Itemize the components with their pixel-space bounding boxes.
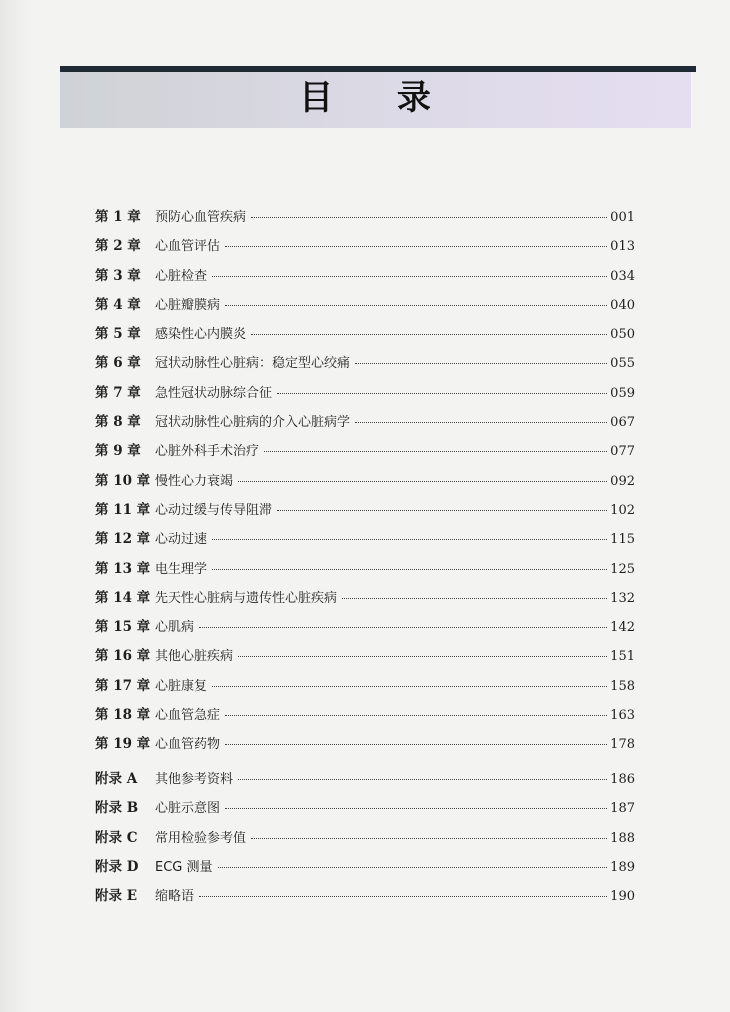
toc-chapter-entry-label: 第 8 章 [95, 414, 141, 431]
toc-chapter-entry-label: 第 2 章 [95, 238, 141, 255]
toc-appendix-entry-page-number: 190 [610, 889, 635, 905]
toc-chapter-entry-page-number: 050 [610, 327, 635, 343]
dot-leader [212, 539, 607, 540]
toc-chapter-entry-title: 心脏外科手术治疗 [155, 444, 260, 460]
page-edge-shadow [0, 0, 30, 1012]
toc-chapter-entry-label: 第 19 章 [95, 736, 151, 753]
toc-chapter-entry[interactable] [95, 469, 635, 498]
toc-chapter-entry[interactable] [95, 205, 635, 234]
toc-chapter-entry-label: 第 12 章 [95, 531, 151, 548]
toc-appendix-entry[interactable] [95, 826, 635, 855]
toc-chapter-entry-label: 第 13 章 [95, 560, 151, 577]
toc-chapter-entry-title: 心动过速 [155, 532, 208, 548]
toc-chapter-entry[interactable] [95, 615, 635, 644]
dot-leader [342, 598, 607, 599]
toc-chapter-entry-label: 第 17 章 [95, 677, 151, 694]
toc-chapter-entry-title: 心脏瓣膜病 [155, 297, 221, 313]
toc-chapter-entry[interactable] [95, 439, 635, 468]
dot-leader [218, 867, 608, 868]
toc-chapter-entry-page-number: 125 [610, 561, 635, 577]
toc-appendix-entry-page-number: 189 [610, 859, 635, 875]
toc-chapter-entry[interactable] [95, 381, 635, 410]
toc-chapter-entry-label: 第 1 章 [95, 209, 141, 225]
toc-chapter-entry-label: 第 11 章 [95, 501, 151, 518]
toc-chapter-entry-page-number: 142 [610, 620, 635, 636]
dot-leader [225, 715, 607, 716]
toc-chapter-entry[interactable] [95, 703, 635, 732]
toc-chapter-entry[interactable] [95, 322, 635, 351]
dot-leader [277, 393, 607, 394]
dot-leader [225, 744, 607, 745]
dot-leader [225, 305, 607, 306]
toc-appendix-entry[interactable] [95, 796, 635, 825]
toc-chapter-entry-title: 急性冠状动脉综合征 [155, 385, 273, 401]
toc-chapter-entry-title: 心血管急症 [155, 708, 221, 724]
toc-appendix-entry-label: 附录 B [95, 800, 139, 817]
dot-leader [251, 217, 607, 218]
toc-appendix-entry-page-number: 187 [610, 801, 635, 817]
toc-appendix-entry-label: 附录 E [95, 888, 137, 905]
toc-appendix-entry-title: 常用检验参考值 [155, 830, 247, 846]
dot-leader [238, 481, 607, 482]
dot-leader [251, 334, 607, 335]
toc-chapter-entry-title: 慢性心力衰竭 [155, 473, 234, 489]
toc-chapter-entry-page-number: 040 [610, 297, 635, 313]
toc-chapter-entry[interactable] [95, 498, 635, 527]
toc-chapter-entry-page-number: 059 [610, 385, 635, 401]
dot-leader [238, 779, 607, 780]
toc-chapter-entry-label: 第 9 章 [95, 443, 141, 460]
toc-chapter-entry-label: 第 7 章 [95, 384, 141, 401]
dot-leader [264, 451, 607, 452]
toc-chapter-entry-title: 冠状动脉性心脏病：稳定型心绞痛 [155, 356, 351, 372]
toc-chapter-entry-page-number: 102 [610, 502, 635, 518]
dot-leader [355, 422, 607, 423]
toc-appendix-entry-title: 其他参考资料 [155, 772, 234, 787]
toc-chapter-entry[interactable] [95, 674, 635, 703]
dot-leader [199, 896, 607, 897]
toc-chapter-entry-title: 冠状动脉性心脏病的介入心脏病学 [155, 415, 351, 431]
toc-chapter-entry-label: 第 4 章 [95, 296, 141, 313]
toc-chapter-entry[interactable] [95, 264, 635, 293]
toc-chapter-entry-page-number: 132 [610, 590, 635, 606]
toc-appendix-entry[interactable] [95, 767, 635, 796]
toc-chapter-entry-title: 心血管评估 [155, 239, 221, 255]
page-title: 目 录 [299, 78, 457, 118]
toc-chapter-entry-title: 心肌病 [155, 620, 195, 636]
dot-leader [251, 838, 607, 839]
toc-chapter-entry-label: 第 14 章 [95, 589, 151, 606]
toc-chapter-entry[interactable] [95, 644, 635, 673]
toc-appendix-entry-title: 缩略语 [155, 889, 195, 905]
toc-chapter-entry-title: 其他心脏疾病 [155, 649, 234, 665]
dot-leader [225, 808, 607, 809]
toc-chapter-entry-title: 感染性心内膜炎 [155, 327, 247, 343]
toc-chapter-entry-title: 心脏检查 [155, 268, 208, 284]
chapter-list [95, 205, 635, 762]
toc-chapter-entry-page-number: 077 [610, 444, 635, 460]
toc-chapter-entry-page-number: 158 [610, 678, 635, 694]
toc-chapter-entry-title: 心血管药物 [155, 737, 221, 753]
toc-chapter-entry[interactable] [95, 293, 635, 322]
toc-appendix-entry-page-number: 188 [610, 830, 635, 846]
toc-chapter-entry[interactable] [95, 732, 635, 761]
toc-chapter-entry[interactable] [95, 586, 635, 615]
toc-appendix-entry-title: ECG 测量 [155, 859, 213, 875]
toc-chapter-entry[interactable] [95, 557, 635, 586]
toc-chapter-entry-page-number: 115 [610, 532, 635, 548]
toc-chapter-entry-page-number: 001 [610, 210, 635, 225]
toc-chapter-entry-label: 第 18 章 [95, 707, 151, 724]
toc-chapter-entry-page-number: 163 [610, 708, 635, 724]
toc-chapter-entry-label: 第 10 章 [95, 472, 151, 489]
toc-chapter-entry-title: 预防心血管疾病 [155, 210, 247, 225]
toc-appendix-entry-page-number: 186 [610, 772, 635, 787]
dot-leader [199, 627, 607, 628]
dot-leader [238, 656, 607, 657]
toc-appendix-entry-label: 附录 D [95, 858, 139, 875]
toc-chapter-entry[interactable] [95, 234, 635, 263]
toc-chapter-entry-page-number: 178 [610, 737, 635, 753]
toc-appendix-entry[interactable] [95, 884, 635, 913]
appendix-list [95, 767, 635, 913]
toc-chapter-entry-label: 第 6 章 [95, 355, 141, 372]
toc-chapter-entry-page-number: 034 [610, 268, 635, 284]
dot-leader [212, 276, 607, 277]
toc-chapter-entry-page-number: 055 [610, 356, 635, 372]
toc-chapter-entry[interactable] [95, 410, 635, 439]
dot-leader [212, 569, 607, 570]
dot-leader [277, 510, 607, 511]
toc-chapter-entry-page-number: 013 [610, 239, 635, 255]
toc-appendix-entry[interactable] [95, 855, 635, 884]
toc-chapter-entry-page-number: 092 [610, 473, 635, 489]
dot-leader [212, 686, 607, 687]
dot-leader [355, 363, 607, 364]
toc-appendix-entry-label: 附录 C [95, 829, 138, 846]
toc-chapter-entry[interactable] [95, 527, 635, 556]
toc-chapter-entry-title: 电生理学 [155, 561, 208, 577]
toc-chapter-entry[interactable] [95, 351, 635, 380]
toc-appendix-entry-label: 附录 A [95, 771, 138, 787]
toc-chapter-entry-title: 心动过缓与传导阻滞 [155, 502, 273, 518]
toc-chapter-entry-label: 第 15 章 [95, 619, 151, 636]
toc-chapter-entry-label: 第 5 章 [95, 326, 141, 343]
dot-leader [225, 246, 607, 247]
toc-chapter-entry-page-number: 067 [610, 415, 635, 431]
toc-chapter-entry-title: 先天性心脏病与遗传性心脏疾病 [155, 590, 338, 606]
toc-chapter-entry-page-number: 151 [610, 649, 635, 665]
toc-chapter-entry-label: 第 16 章 [95, 648, 151, 665]
toc-chapter-entry-label: 第 3 章 [95, 267, 141, 284]
toc-chapter-entry-title: 心脏康复 [155, 678, 208, 694]
toc-appendix-entry-title: 心脏示意图 [155, 801, 221, 817]
